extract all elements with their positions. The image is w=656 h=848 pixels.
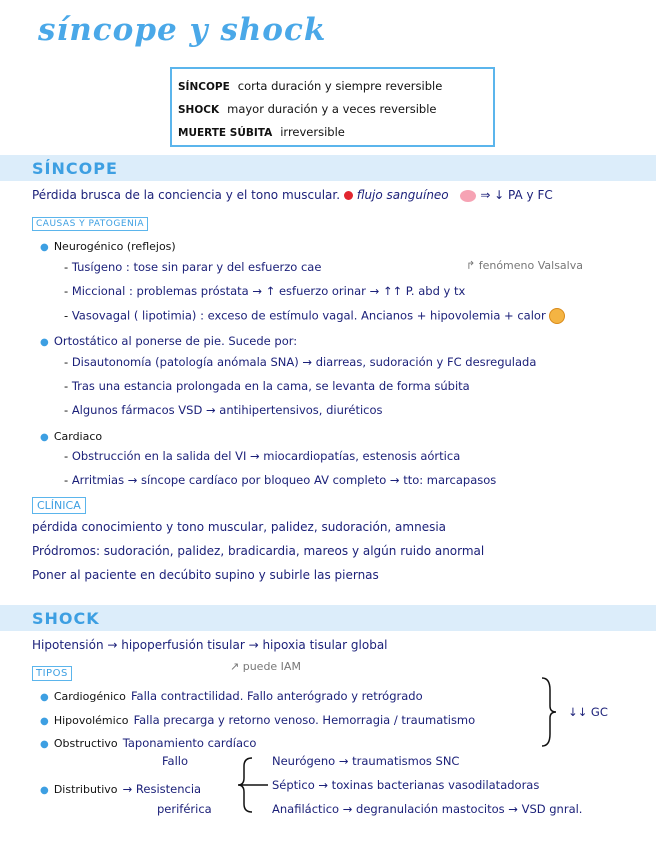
section-heading: SÍNCOPE [32,159,118,178]
list-item-neurogenico [40,235,176,254]
item-text: Falla precarga y retorno venoso. Hemorragia / traumatismo [133,713,476,727]
def-desc: corta duración y siempre reversible [237,79,443,93]
sincope-intro [32,188,553,202]
item-text: Vasovagal ( lipotimia) : exceso de estímulo vagal. Ancianos + hipovolemia + calor [71,308,546,323]
flow-text: flujo sanguíneo [356,188,449,202]
subtype-neurogeno: Neurógeno → traumatismos SNC [272,754,460,768]
left-brace-icon [238,756,272,814]
item-text: Miccional : problemas próstata → ↑ esfuerzo orinar → ↑↑ P. abd y tx [71,284,466,298]
shock-intro: Hipotensión → hipoperfusión tisular → hipoxia tisular global [32,638,388,652]
cat-label: Ortostático al ponerse de pie. Sucede por: [53,334,298,348]
tipos-tag: TIPOS [32,666,72,681]
cat-label: Obstructivo [53,737,118,750]
definitions-box [170,67,495,147]
list-item-cardiaco [40,425,102,444]
puede-iam-note [230,660,301,673]
valsalva-note: ↱ fenómeno Valsalva [466,259,583,272]
list-item-distributivo [40,778,201,797]
list-item-hipovolemico [40,709,475,728]
list-item-obstruccion: - Obstrucción en la salida del VI → miocardiopatías, estenosis aórtica [64,449,461,463]
fallo-label: Fallo [162,754,189,768]
item-text: Arritmias → síncope cardíaco por bloqueo AV completo → tto: marcapasos [71,473,497,487]
clinica-line-1: pérdida conocimiento y tono muscular, palidez, sudoración, amnesia [32,520,447,534]
list-item-ortostatico [40,330,297,349]
curve-arrow-icon: ↗ [230,660,243,673]
note-text: puede IAM [242,660,301,673]
section-heading: SHOCK [32,609,100,628]
cat-label: Hipovolémico [53,714,129,727]
intro-text: Pérdida brusca de la conciencia y el tono muscular. [32,188,341,202]
def-shock [178,102,436,116]
list-item-cardiogenico [40,685,423,704]
cat-label: Cardiaco [53,430,103,443]
bullet-icon: ● [40,716,49,727]
def-term: SHOCK [178,104,220,116]
causas-tag: CAUSAS Y PATOGENIA [32,217,148,231]
list-item-miccional: - Miccional : problemas próstata → ↑ esfuerzo orinar → ↑↑ P. abd y tx [64,284,466,298]
def-desc: mayor duración y a veces reversible [227,102,437,116]
item-text: Tras una estancia prolongada en la cama, se levanta de forma súbita [71,379,470,393]
red-dot-icon [344,191,353,200]
clinica-line-3: Poner al paciente en decúbito supino y subirle las piernas [32,568,379,582]
list-item-vasovagal: - Vasovagal ( lipotimia) : exceso de estímulo vagal. Ancianos + hipovolemia + calor [64,308,565,324]
def-sincope [178,79,442,93]
resistencia-text: → Resistencia [122,782,202,796]
brain-icon [460,190,476,202]
section-band-sincope [0,155,656,181]
cat-label: Cardiogénico [53,690,126,703]
bullet-icon: ● [40,337,49,348]
bullet-icon: ● [40,692,49,703]
bullet-icon: ● [40,242,49,253]
cat-label: Distributivo [53,783,118,796]
item-text: Algunos fármacos VSD → antihipertensivos, diuréticos [71,403,383,417]
list-item-disautonomia: - Disautonomía (patología anómala SNA) → diarreas, sudoración y FC desregulada [64,355,537,369]
def-desc: irreversible [280,125,345,139]
def-muerte-subita [178,125,345,139]
clinica-line-2: Pródromos: sudoración, palidez, bradicardia, mareos y algún ruido anormal [32,544,485,558]
hot-face-icon [549,308,565,324]
subtype-septico: Séptico → toxinas bacterianas vasodilatadoras [272,778,540,792]
list-item-estancia: - Tras una estancia prolongada en la cama, se levanta de forma súbita [64,379,470,393]
bullet-icon: ● [40,739,49,750]
def-term: SÍNCOPE [178,81,230,93]
item-text: Falla contractilidad. Fallo anterógrado y retrógrado [131,689,423,703]
bullet-icon: ● [40,432,49,443]
list-item-farmacos: - Algunos fármacos VSD → antihipertensivos, diuréticos [64,403,383,417]
item-text: Taponamiento cardíaco [122,736,257,750]
subtype-anafilactico: Anafiláctico → degranulación mastocitos → VSD gnral. [272,802,583,816]
list-item-tusigeno: - Tusígeno : tose sin parar y del esfuerzo cae [64,260,322,274]
def-term: MUERTE SÚBITA [178,127,273,139]
section-band-shock [0,605,656,631]
item-text: Disautonomía (patología anómala SNA) → diarreas, sudoración y FC desregulada [71,355,537,369]
periferica-label: periférica [157,802,212,816]
intro-end: ⇒ ↓ PA y FC [480,188,553,202]
gc-note: ↓↓ GC [568,705,608,719]
bullet-icon: ● [40,785,49,796]
list-item-arritmias: - Arritmias → síncope cardíaco por bloqueo AV completo → tto: marcapasos [64,473,497,487]
item-text: Obstrucción en la salida del VI → miocardiopatías, estenosis aórtica [71,449,461,463]
right-brace-icon [538,676,558,748]
cat-label: Neurogénico (reflejos) [53,240,176,253]
list-item-obstructivo [40,732,256,751]
page-title: síncope y shock [38,12,327,48]
clinica-tag: CLÍNICA [32,497,86,514]
item-text: Tusígeno : tose sin parar y del esfuerzo cae [71,260,322,274]
